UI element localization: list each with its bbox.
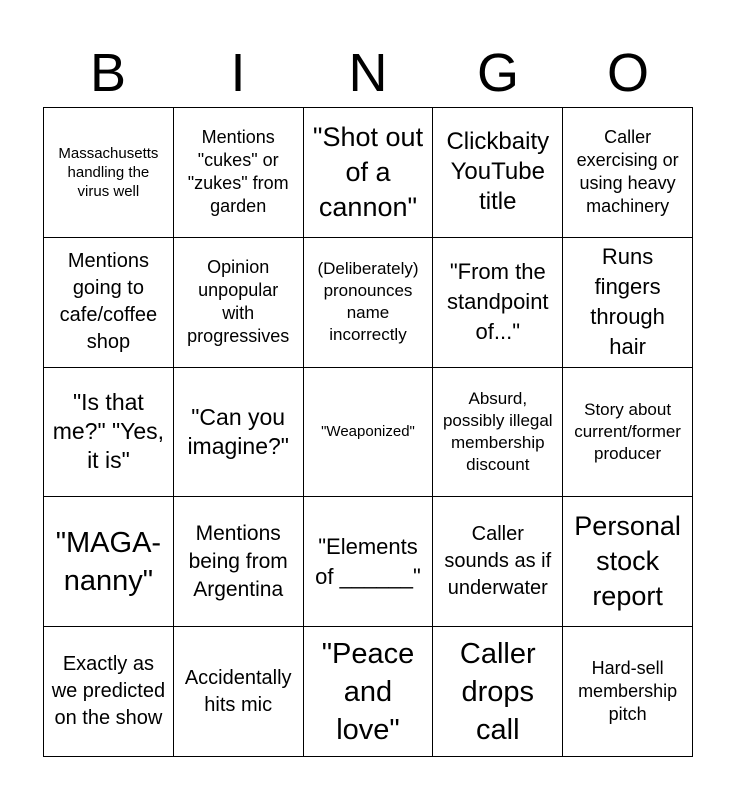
- cell-text: Opinion unpopular with progressives: [187, 257, 290, 347]
- bingo-cell-r4c5[interactable]: [563, 497, 693, 627]
- cell-text: Absurd, possibly illegal membership discount: [442, 388, 553, 474]
- cell-text: "MAGA-nanny": [55, 526, 162, 597]
- bingo-cell-r2c4[interactable]: [433, 238, 563, 368]
- cell-text: "Can you imagine?": [187, 403, 289, 459]
- cell-text: Exactly as we predicted on the show: [51, 653, 166, 730]
- cell-text: "Elements of ______": [315, 533, 421, 589]
- bingo-cell-r1c2[interactable]: [174, 108, 304, 238]
- cell-text: Caller drops call: [459, 637, 536, 746]
- cell-text: Caller exercising or using heavy machinery: [576, 127, 679, 217]
- bingo-cell-r5c3[interactable]: [304, 627, 434, 757]
- bingo-cell-r2c2[interactable]: [174, 238, 304, 368]
- cell-text: Runs fingers through hair: [590, 244, 665, 360]
- cell-text: "Weaponized": [321, 423, 415, 441]
- bingo-cell-r4c2[interactable]: [174, 497, 304, 627]
- bingo-cell-r4c3[interactable]: [304, 497, 434, 627]
- bingo-cell-r5c2[interactable]: [174, 627, 304, 757]
- bingo-cell-r1c3[interactable]: [304, 108, 434, 238]
- bingo-cell-r1c5[interactable]: [563, 108, 693, 238]
- cell-text: "From the standpoint of...": [447, 259, 549, 345]
- bingo-cell-r2c5[interactable]: [563, 238, 693, 368]
- cell-text: Story about current/former producer: [574, 399, 681, 463]
- header-letter-g: G: [476, 43, 519, 103]
- bingo-cell-r1c1[interactable]: [44, 108, 174, 238]
- cell-text: Massachusetts handling the virus well: [58, 144, 159, 200]
- cell-text: Caller sounds as if underwater: [444, 523, 552, 600]
- cell-text: Mentions being from Argentina: [188, 521, 288, 601]
- bingo-cell-r5c1[interactable]: [44, 627, 174, 757]
- bingo-cell-r4c1[interactable]: [44, 497, 174, 627]
- bingo-cell-r5c5[interactable]: [563, 627, 693, 757]
- bingo-cell-r3c3[interactable]: [304, 368, 434, 498]
- bingo-cell-r3c5[interactable]: [563, 368, 693, 498]
- cell-text: Personal stock report: [574, 511, 681, 612]
- bingo-cell-r5c4[interactable]: [433, 627, 563, 757]
- cell-text: Mentions going to cafe/coffee shop: [59, 250, 158, 354]
- bingo-cell-r3c1[interactable]: [44, 368, 174, 498]
- cell-text: "Peace and love": [321, 637, 415, 746]
- cell-text: Accidentally hits mic: [184, 666, 292, 716]
- bingo-cell-r2c3[interactable]: [304, 238, 434, 368]
- bingo-header: [43, 40, 693, 106]
- bingo-cell-r3c2[interactable]: [174, 368, 304, 498]
- cell-text: Hard-sell membership pitch: [578, 658, 678, 725]
- cell-text: "Is that me?" "Yes, it is": [52, 389, 165, 474]
- bingo-cell-r3c4[interactable]: [433, 368, 563, 498]
- bingo-board: [43, 107, 693, 757]
- bingo-cell-r4c4[interactable]: [433, 497, 563, 627]
- bingo-cell-r1c4[interactable]: [433, 108, 563, 238]
- cell-text: (Deliberately) pronounces name incorrectly: [317, 259, 419, 345]
- header-letter-n: N: [348, 43, 388, 103]
- header-letter-o: O: [606, 43, 649, 103]
- cell-text: Mentions "cukes" or "zukes" from garden: [187, 127, 289, 217]
- cell-text: Clickbaity YouTube title: [446, 128, 550, 216]
- cell-text: "Shot out of a cannon": [312, 121, 424, 222]
- header-letter-i: I: [230, 43, 246, 103]
- header-letter-b: B: [89, 43, 127, 103]
- bingo-cell-r2c1[interactable]: [44, 238, 174, 368]
